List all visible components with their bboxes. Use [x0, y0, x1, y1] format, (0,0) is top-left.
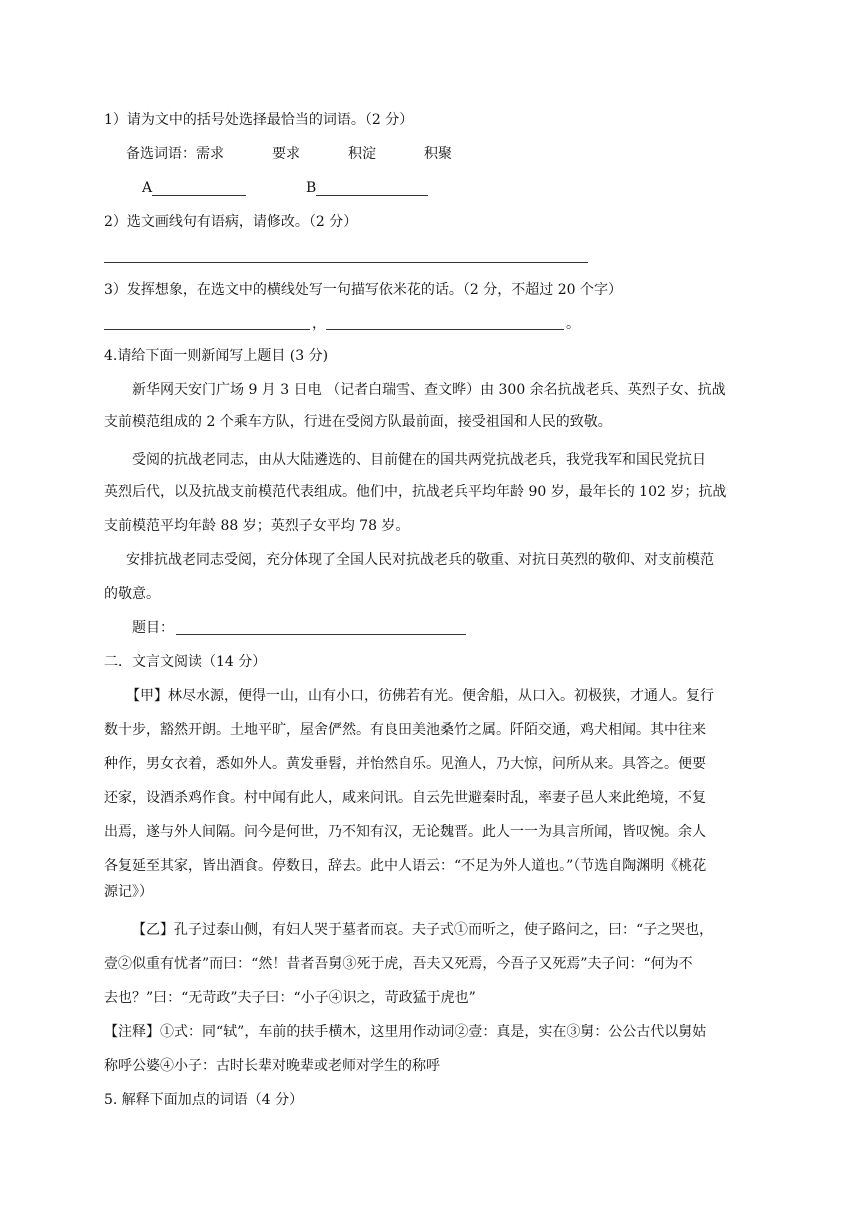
q3-period: 。 — [566, 316, 580, 332]
question-5-heading: 5. 解释下面加点的词语（4 分） — [104, 1092, 304, 1108]
blank-a-line[interactable] — [152, 195, 246, 196]
yi-line-1: 【乙】孔子过泰山侧，有妇人哭于墓者而哀。夫子式①而听之，使子路问之，曰：“子之哭也， — [132, 922, 714, 938]
word-option-2: 要求 — [272, 146, 300, 162]
notes-line-2: 称呼公婆④小子：古时长辈对晚辈或老师对学生的称呼 — [104, 1058, 440, 1074]
jia-line-1: 【甲】林尽水源，便得一山，山有小口，彷佛若有光。便舍船，从口入。初极狭，才通人。复行 — [126, 688, 714, 704]
word-option-3: 积淀 — [348, 146, 376, 162]
blank-a-label: A — [142, 180, 153, 196]
notes-line-1: 【注释】①式：同“轼”，车前的扶手横木，这里用作动词②壹：真是，实在③舅：公公古代以舅姑 — [104, 1024, 707, 1040]
news-line-4: 英烈后代，以及抗战支前模范代表组成。他们中，抗战老兵平均年龄 90 岁，最年长的 102 岁；抗战 — [104, 484, 727, 500]
question-4-heading: 4.请给下面一则新闻写上题目 (3 分) — [104, 348, 329, 364]
blank-b-label: B — [306, 180, 317, 196]
blank-b-line[interactable] — [316, 195, 428, 196]
jia-line-2: 数十步，豁然开朗。土地平旷，屋舍俨然。有良田美池桑竹之属。阡陌交通，鸡犬相闻。其中往来 — [104, 722, 706, 738]
news-line-2: 支前模范组成的 2 个乘车方队，行进在受阅方队最前面，接受祖国和人民的致敬。 — [104, 414, 612, 430]
question-1-text: 1）请为文中的括号处选择最恰当的词语。（2 分） — [104, 112, 414, 128]
question-3-text: 3）发挥想象，在选文中的横线处写一句描写依米花的话。（2 分，不超过 20 个字） — [104, 282, 622, 298]
news-line-7: 的敬意。 — [104, 586, 160, 602]
news-line-6: 安排抗战老同志受阅，充分体现了全国人民对抗战老兵的敬重、对抗日英烈的敬仰、对支前模范 — [126, 552, 714, 568]
word-option-4: 积聚 — [424, 146, 452, 162]
jia-line-3: 种作，男女衣着，悉如外人。黄发垂髫，并怡然自乐。见渔人，乃大惊，问所从来。具答之。便要 — [104, 756, 706, 772]
jia-line-4: 还家，设酒杀鸡作食。村中闻有此人，咸来问讯。自云先世避秦时乱，率妻子邑人来此绝境，不复 — [104, 790, 706, 806]
jia-line-6: 各复延至其家，皆出酒食。停数日，辞去。此中人语云：“不足为外人道也。”（节选自陶渊明《桃花 — [104, 858, 707, 874]
question-2-text: 2）选文画线句有语病，请修改。（2 分） — [104, 214, 358, 230]
word-options-row — [126, 144, 786, 164]
news-line-5: 支前模范平均年龄 88 岁；英烈子女平均 78 岁。 — [104, 518, 410, 534]
answer-line-q3-a[interactable] — [104, 329, 310, 330]
q3-comma: ， — [312, 316, 326, 332]
news-line-1: 新华网天安门广场 9 月 3 日电 （记者白瑞雪、查文晔）由 300 余名抗战老兵、英烈子女、抗战 — [132, 382, 726, 398]
answer-line-q2[interactable] — [104, 262, 588, 263]
news-line-3: 受阅的抗战老同志，由从大陆遴选的、目前健在的国共两党抗战老兵，我党我军和国民党抗日 — [132, 452, 706, 468]
word-option-1: 需求 — [196, 146, 224, 162]
section-2-heading: 二．文言文阅读（14 分） — [104, 654, 267, 670]
jia-line-7: 源记》） — [104, 884, 153, 900]
jia-line-5: 出焉，遂与外人间隔。问今是何世，乃不知有汉，无论魏晋。此人一一为具言所闻，皆叹惋。余人 — [104, 824, 706, 840]
answer-line-q3-b[interactable] — [326, 329, 564, 330]
yi-line-3: 去也？”曰：“无苛政”夫子曰：“小子④识之，苛政猛于虎也” — [104, 990, 476, 1006]
title-label: 题目： — [132, 620, 174, 636]
word-options-label: 备选词语： — [126, 146, 196, 162]
answer-line-title[interactable] — [176, 634, 466, 635]
yi-line-2: 壹②似重有忧者”而曰：“然！昔者吾舅③死于虎，吾夫又死焉，今吾子又死焉”夫子问：“何为不 — [104, 956, 693, 972]
